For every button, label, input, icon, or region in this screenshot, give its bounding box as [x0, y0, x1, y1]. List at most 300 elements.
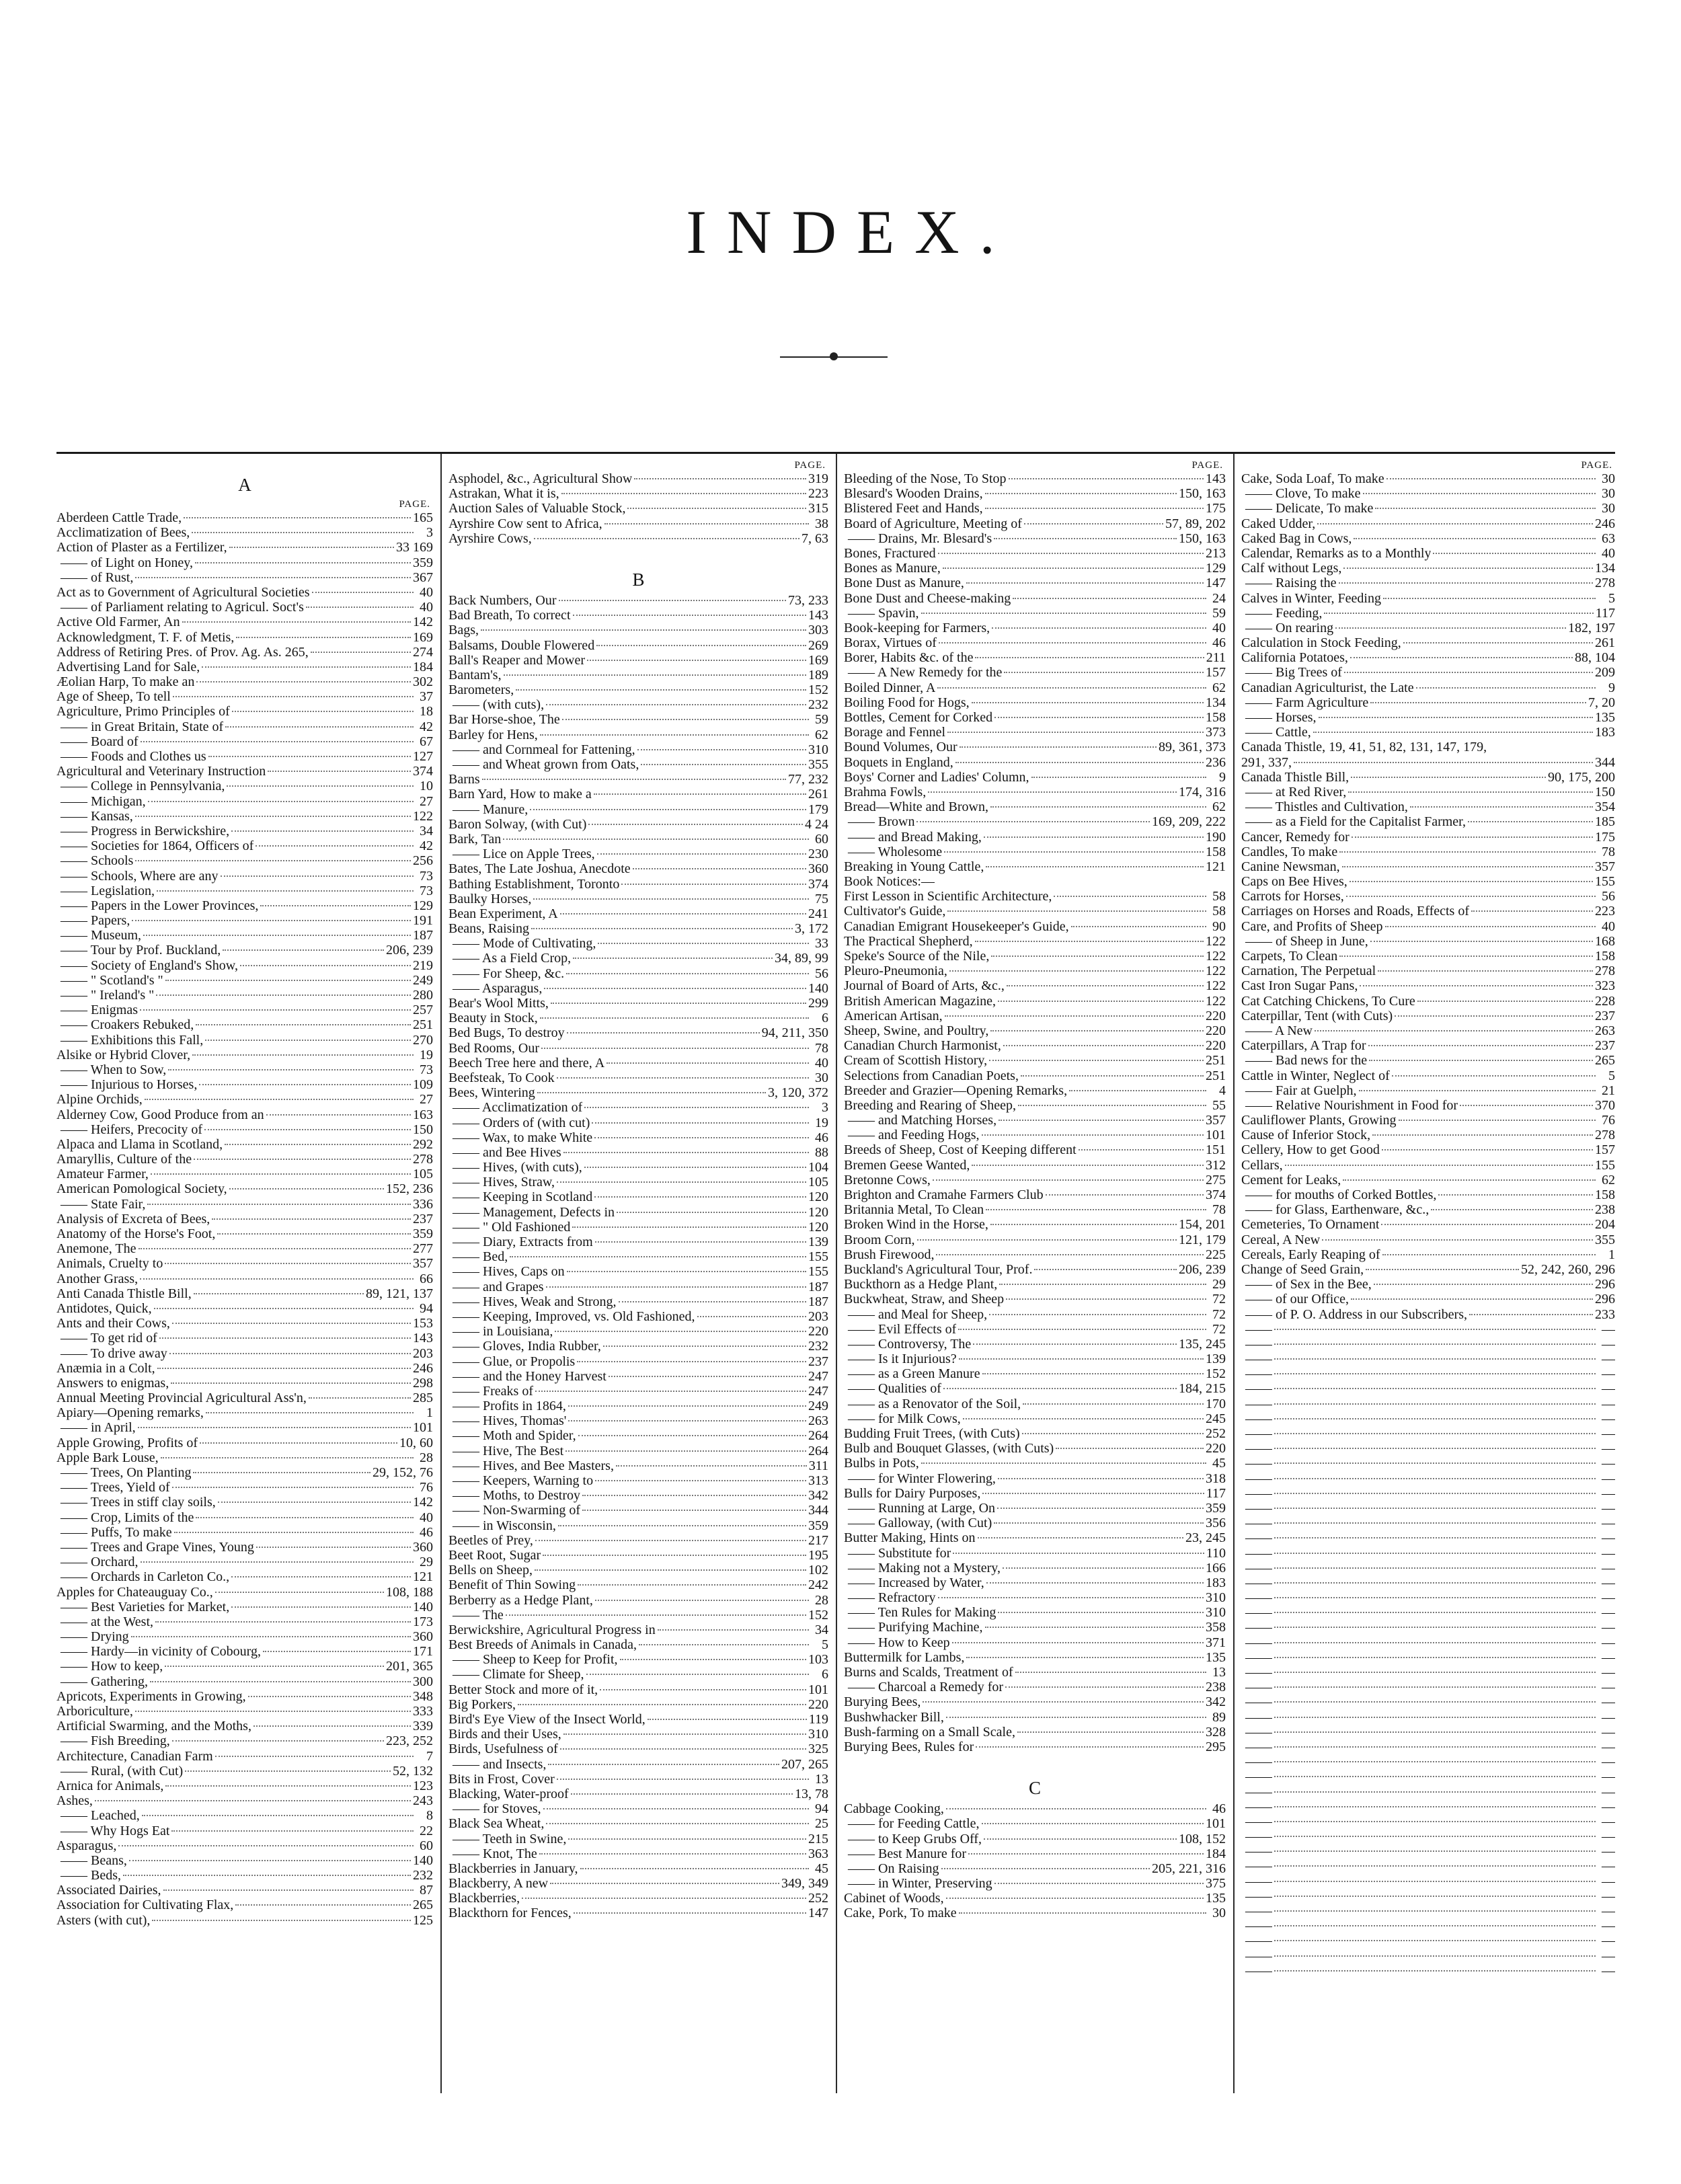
leader-dots	[196, 681, 411, 682]
page-number: 169	[413, 629, 433, 645]
leader-dots	[256, 1547, 411, 1548]
leader-dots	[921, 1462, 1206, 1464]
page-number: 261	[1595, 635, 1615, 651]
entry-label: —— at the West,	[61, 1614, 153, 1629]
page-number: 3, 120, 372	[768, 1085, 828, 1101]
leader-dots	[998, 1001, 1204, 1002]
entry-label: ——	[1245, 1769, 1272, 1785]
leader-dots	[598, 943, 809, 944]
index-entry	[56, 1495, 433, 1510]
entry-label: —— Michigan,	[61, 793, 146, 809]
leader-dots	[510, 1256, 806, 1257]
index-entry	[448, 1444, 828, 1458]
page-number: 30	[1212, 1906, 1226, 1921]
entry-label: Anatomy of the Horse's Foot,	[56, 1226, 216, 1241]
entry-label: —— Keeping, Improved, vs. Old Fashioned,	[453, 1309, 695, 1324]
page-number: 62	[1602, 1172, 1615, 1187]
index-entry	[1241, 964, 1615, 978]
entry-label: ——	[1245, 1411, 1272, 1426]
entry-label: ——	[1245, 1873, 1272, 1889]
index-entry	[56, 645, 433, 660]
leader-dots	[1274, 1343, 1596, 1345]
entry-label: The Practical Shepherd,	[844, 933, 973, 949]
entry-label: Bone Dust and Cheese-making	[844, 590, 1011, 606]
index-entry	[448, 653, 828, 668]
index-entry	[1241, 785, 1615, 800]
leader-dots	[172, 1740, 384, 1742]
entry-label: —— as a Renovator of the Soil,	[848, 1396, 1021, 1411]
entry-label: —— of P. O. Address in our Subscribers,	[1245, 1306, 1467, 1322]
page-number: 175	[1595, 829, 1615, 845]
index-entry	[844, 1247, 1226, 1262]
leader-dots	[533, 898, 809, 900]
entry-label: —— Non-Swarming of	[453, 1503, 580, 1518]
page-number: 155	[808, 1264, 828, 1280]
leader-dots	[215, 1756, 414, 1757]
entry-label: Animals, Cruelty to	[56, 1256, 163, 1272]
entry-label: Apiary—Opening remarks,	[56, 1405, 204, 1421]
entry-label: Apples for Chateauguay Co.,	[56, 1584, 213, 1600]
page-number: 237	[1595, 1038, 1615, 1054]
entry-label: Sheep, Swine, and Poultry,	[844, 1023, 989, 1038]
leader-dots	[1352, 836, 1593, 838]
index-entry	[1241, 1575, 1615, 1590]
index-entry	[1241, 934, 1615, 949]
index-entry	[56, 1764, 433, 1779]
entry-label: Boiling Food for Hogs,	[844, 695, 970, 710]
index-entry	[56, 1585, 433, 1600]
entry-label: —— Fish Breeding,	[61, 1733, 170, 1749]
index-entry	[844, 1038, 1226, 1053]
page-number: 56	[815, 966, 828, 981]
entry-label: Budding Fruit Trees, (with Cuts)	[844, 1426, 1020, 1441]
index-entry	[1241, 1262, 1615, 1277]
page-number: 220	[1206, 1023, 1226, 1038]
leader-dots	[193, 1472, 370, 1473]
leader-dots	[953, 1553, 1204, 1554]
page-number: 157	[1206, 665, 1226, 680]
page-number: 127	[413, 749, 433, 764]
leader-dots	[555, 1331, 806, 1332]
index-entry	[448, 981, 828, 996]
entry-label: —— Cattle,	[1245, 725, 1311, 740]
index-entry	[844, 1352, 1226, 1366]
leader-dots	[1274, 1553, 1596, 1554]
leader-dots	[1009, 478, 1204, 479]
leader-dots	[1354, 538, 1596, 539]
page-number: 28	[420, 1450, 433, 1465]
leader-dots	[1005, 1686, 1204, 1688]
leader-dots	[982, 1493, 1204, 1494]
leader-dots	[151, 1173, 411, 1175]
leader-dots	[1274, 1642, 1596, 1643]
index-entry	[56, 1898, 433, 1912]
entry-label: Back Numbers, Our	[448, 592, 557, 608]
page-number: —	[1602, 1545, 1615, 1561]
entry-label: Bed Rooms, Our	[448, 1040, 539, 1056]
leader-dots	[171, 1382, 411, 1384]
leader-dots	[1274, 1776, 1596, 1777]
index-entry	[448, 1787, 828, 1801]
page-number: 5	[1608, 590, 1615, 606]
page-number: 120	[808, 1204, 828, 1220]
leader-dots	[982, 1373, 1204, 1374]
page-number: 24	[1212, 590, 1226, 606]
page-number: 358	[1206, 1620, 1226, 1635]
entry-label: Bread—White and Brown,	[844, 800, 988, 815]
index-entry	[1241, 1113, 1615, 1128]
index-entry	[844, 814, 1226, 829]
page-number: 120	[808, 1219, 828, 1235]
entry-label: ——	[1245, 1500, 1272, 1516]
index-entry	[56, 764, 433, 779]
index-entry	[448, 1011, 828, 1025]
leader-dots	[960, 746, 1157, 748]
index-entry	[448, 1041, 828, 1056]
entry-label: —— Keeping in Scotland	[453, 1190, 593, 1205]
leader-dots	[135, 816, 411, 817]
index-entry	[844, 1486, 1226, 1501]
index-entry	[448, 936, 828, 951]
entry-label: —— Hives, Weak and Strong,	[453, 1294, 617, 1309]
page-number: 13	[815, 1771, 828, 1787]
page-number: 165	[413, 510, 433, 525]
entry-label: —— in Winter, Preserving	[848, 1876, 992, 1892]
entry-label: Bulbs in Pots,	[844, 1456, 919, 1471]
page-number: 269	[808, 637, 828, 653]
page-number: 187	[808, 1294, 828, 1309]
entry-label: Canadian Emigrant Housekeeper's Guide,	[844, 919, 1069, 934]
entry-label: —— Freaks of	[453, 1383, 533, 1399]
entry-label: Carpets, To Clean	[1241, 949, 1338, 964]
entry-label: —— Trees and Grape Vines, Young	[61, 1539, 254, 1555]
entry-label: —— To drive away	[61, 1346, 167, 1361]
page-number: 325	[808, 1742, 828, 1757]
index-entry	[448, 1832, 828, 1846]
entry-label: Cake, Soda Loaf, To make	[1241, 471, 1384, 486]
leader-dots	[560, 1748, 806, 1750]
entry-label: Book Notices:—	[844, 874, 935, 890]
leader-dots	[557, 1779, 809, 1780]
page-number: 296	[1595, 1292, 1615, 1307]
entry-label: ——	[1245, 1680, 1272, 1695]
page-number: 105	[808, 1175, 828, 1190]
leader-dots	[1274, 1701, 1596, 1703]
index-entry	[448, 1354, 828, 1369]
entry-label: —— in Wisconsin,	[453, 1518, 556, 1533]
leader-dots	[182, 621, 411, 623]
index-entry	[1241, 740, 1615, 754]
leader-dots	[1375, 508, 1596, 509]
page-number: —	[1602, 1620, 1615, 1635]
index-entry	[448, 1488, 828, 1503]
index-entry	[844, 1142, 1226, 1157]
index-entry	[844, 800, 1226, 814]
index-entry	[56, 1167, 433, 1181]
page-number: 122	[413, 808, 433, 824]
index-entry	[844, 874, 1226, 889]
leader-dots	[118, 1845, 414, 1846]
page-number: 34, 89, 99	[775, 951, 828, 966]
leader-dots	[633, 868, 806, 869]
index-entry	[56, 1629, 433, 1644]
index-entry	[448, 1205, 828, 1220]
page-number: 139	[808, 1235, 828, 1249]
entry-label: Bones, Fractured	[844, 545, 936, 561]
index-entry	[1241, 919, 1615, 934]
index-entry	[56, 1346, 433, 1361]
page-number: 264	[808, 1443, 828, 1458]
leader-dots	[195, 562, 411, 563]
entry-label: —— Substitute for	[848, 1545, 951, 1561]
index-entry	[56, 1838, 433, 1853]
entry-label: Caterpillars, A Trap for	[1241, 1038, 1366, 1054]
leader-dots	[1317, 523, 1593, 524]
page-number: 360	[413, 1629, 433, 1645]
leader-dots	[539, 1853, 806, 1855]
page-number: 238	[1206, 1680, 1226, 1695]
index-entry	[448, 787, 828, 802]
leader-dots	[990, 806, 1206, 808]
leader-dots	[1274, 1478, 1596, 1479]
entry-label: —— Museum,	[61, 928, 141, 943]
leader-dots	[594, 793, 806, 795]
index-entry	[448, 1160, 828, 1175]
index-entry	[448, 623, 828, 637]
page-number: 147	[1206, 576, 1226, 591]
entry-label: —— and Matching Horses,	[848, 1113, 997, 1128]
index-entry	[844, 501, 1226, 516]
entry-label: Selections from Canadian Poets,	[844, 1068, 1019, 1083]
entry-label: Another Grass,	[56, 1271, 139, 1286]
index-entry	[844, 755, 1226, 770]
index-entry	[1241, 800, 1615, 814]
page-number: 122	[1206, 949, 1226, 964]
leader-dots	[135, 1711, 411, 1712]
index-entry	[56, 585, 433, 600]
leader-dots	[208, 756, 411, 757]
page-number: 122	[1206, 933, 1226, 949]
leader-dots	[140, 1009, 411, 1011]
entry-label: ——	[1245, 1516, 1272, 1531]
entry-label: Cereal, A New	[1241, 1232, 1321, 1247]
index-entry	[448, 1742, 828, 1756]
leader-dots	[946, 1808, 1206, 1809]
page-number: 123	[413, 1778, 433, 1793]
page-number: 101	[413, 1420, 433, 1436]
entry-label: Borage and Fennel	[844, 725, 946, 740]
index-entry	[56, 1212, 433, 1226]
page-number: 40	[420, 600, 433, 615]
page-number: 56	[1602, 889, 1615, 904]
index-entry	[844, 1322, 1226, 1337]
page-number: 278	[1595, 576, 1615, 591]
page-number: —	[1602, 1366, 1615, 1382]
index-entry	[1241, 1307, 1615, 1322]
index-entry	[844, 1650, 1226, 1665]
index-entry	[448, 1652, 828, 1667]
page-number: 150	[413, 1122, 433, 1137]
index-entry	[448, 1264, 828, 1279]
leader-dots	[982, 1823, 1204, 1824]
page-number: 46	[420, 1524, 433, 1540]
entry-label: —— For Sheep, &c.	[453, 966, 565, 981]
page-number: 52, 132	[393, 1763, 433, 1779]
entry-label: Anti Canada Thistle Bill,	[56, 1286, 192, 1301]
entry-label: —— Rural, (with Cut)	[61, 1763, 184, 1779]
index-entry	[448, 877, 828, 892]
entry-label: Caterpillar, Tent (with Cuts)	[1241, 1008, 1393, 1023]
leader-dots	[984, 1838, 1177, 1840]
page-number: 57, 89, 202	[1165, 516, 1226, 531]
leader-dots	[959, 1912, 1206, 1914]
page-column-label: PAGE.	[1581, 460, 1612, 471]
leader-dots	[985, 493, 1177, 494]
page-number: 323	[1595, 978, 1615, 994]
leader-dots	[973, 1343, 1177, 1345]
leader-dots	[154, 1308, 414, 1309]
page-number: 73	[420, 883, 433, 898]
index-entry	[844, 889, 1226, 904]
entry-label: Auction Sales of Valuable Stock,	[448, 501, 626, 516]
page-number: 203	[808, 1309, 828, 1324]
index-entry	[1241, 576, 1615, 590]
index-entry	[844, 1158, 1226, 1173]
index-entry	[56, 1719, 433, 1733]
page-number: 94, 211, 350	[761, 1025, 828, 1041]
index-entry	[844, 1665, 1226, 1680]
entry-label: 291, 337,	[1241, 754, 1292, 770]
page-number: 302	[413, 674, 433, 690]
entry-label: —— Is it Injurious?	[848, 1352, 957, 1367]
leader-dots	[945, 1015, 1204, 1017]
index-entry	[1241, 1590, 1615, 1605]
leader-dots	[986, 866, 1204, 867]
entry-label: Berberry as a Hedge Plant,	[448, 1592, 593, 1608]
page-number: —	[1602, 1426, 1615, 1441]
entry-label: Bags,	[448, 623, 479, 638]
index-entry	[56, 1286, 433, 1301]
index-entry	[1241, 859, 1615, 874]
index-entry	[448, 1369, 828, 1384]
leader-dots	[1343, 568, 1593, 569]
leader-dots	[936, 1254, 1204, 1255]
leader-dots	[1471, 910, 1593, 912]
index-entry	[56, 943, 433, 958]
leader-dots	[947, 732, 1204, 733]
page-number: 359	[1206, 1500, 1226, 1516]
leader-dots	[306, 607, 414, 608]
index-entry	[56, 1704, 433, 1719]
leader-dots	[603, 1346, 806, 1347]
entry-label: Burying Bees,	[844, 1694, 921, 1710]
page-number: 355	[808, 757, 828, 772]
page-number: 27	[420, 793, 433, 809]
leader-dots	[991, 956, 1204, 957]
index-entry	[1241, 1053, 1615, 1068]
page-number: 213	[1206, 545, 1226, 561]
leader-dots	[917, 1239, 1177, 1241]
index-entry	[844, 934, 1226, 949]
page-number: 151	[1206, 1142, 1226, 1158]
page-number: 109	[413, 1077, 433, 1093]
index-entry	[844, 1426, 1226, 1441]
page-number: 152	[808, 1607, 828, 1623]
entry-label: Balsams, Double Flowered	[448, 637, 595, 653]
leader-dots	[163, 1889, 414, 1891]
index-column-1	[56, 459, 433, 2093]
entry-label: Arnica for Animals,	[56, 1778, 164, 1793]
page-number: 30	[815, 1070, 828, 1085]
entry-label: —— Injurious to Horses,	[61, 1077, 198, 1093]
leader-dots	[963, 1418, 1204, 1419]
index-entry	[448, 668, 828, 682]
leader-dots	[1344, 672, 1593, 673]
index-entry	[1241, 695, 1615, 710]
page-number: 278	[413, 1152, 433, 1167]
entry-label: —— Sheep to Keep for Profit,	[453, 1652, 618, 1668]
entry-label: Bremen Geese Wanted,	[844, 1157, 970, 1173]
entry-label: Bound Volumes, Our	[844, 740, 957, 755]
index-entry	[56, 1241, 433, 1256]
page-number: 73	[420, 1062, 433, 1077]
leader-dots	[1294, 762, 1593, 763]
leader-dots	[976, 1746, 1204, 1748]
page-number: 42	[420, 838, 433, 854]
entry-label: Buckland's Agricultural Tour, Prof.	[844, 1261, 1033, 1277]
entry-label: Bushwhacker Bill,	[844, 1709, 944, 1725]
index-entry	[448, 1503, 828, 1518]
entry-label: —— Teeth in Swine,	[453, 1831, 567, 1846]
index-entry	[1241, 1128, 1615, 1142]
leader-dots	[1382, 1149, 1593, 1150]
index-table	[56, 452, 1615, 2098]
index-entry	[844, 1337, 1226, 1352]
entry-label: Canadian Church Harmonist,	[844, 1038, 1001, 1054]
leader-dots	[1366, 1269, 1519, 1270]
page-number: 139	[1206, 1352, 1226, 1367]
index-entry	[1241, 830, 1615, 845]
entry-label: Beans, Raising	[448, 921, 529, 937]
leader-dots	[1322, 1239, 1593, 1241]
index-entry	[56, 838, 433, 853]
entry-label: —— Clove, To make	[1245, 486, 1361, 502]
leader-dots	[1383, 598, 1596, 599]
index-entry	[56, 1600, 433, 1614]
leader-dots	[194, 1293, 364, 1294]
entry-label: —— Galloway, (with Cut)	[848, 1516, 992, 1531]
page-number: 220	[1206, 1038, 1226, 1054]
leader-dots	[557, 1181, 806, 1183]
index-entry	[844, 1546, 1226, 1561]
leader-dots	[938, 1597, 1204, 1598]
leader-dots	[1363, 493, 1596, 494]
entry-label: —— Glue, or Propolis	[453, 1354, 576, 1369]
leader-dots	[972, 702, 1204, 703]
leader-dots	[1438, 1194, 1593, 1196]
entry-label: —— Controversy, The	[848, 1336, 972, 1352]
page-number: 237	[808, 1354, 828, 1369]
index-entry	[844, 1471, 1226, 1486]
entry-label: Annual Meeting Provincial Agricultural Ass'n,	[56, 1391, 307, 1406]
leader-dots	[165, 980, 411, 981]
index-entry	[448, 1428, 828, 1443]
index-entry	[844, 1381, 1226, 1396]
page-number: 150, 163	[1179, 486, 1226, 502]
leader-dots	[504, 674, 806, 676]
index-entry	[1241, 1247, 1615, 1262]
page-number: 275	[1206, 1172, 1226, 1187]
